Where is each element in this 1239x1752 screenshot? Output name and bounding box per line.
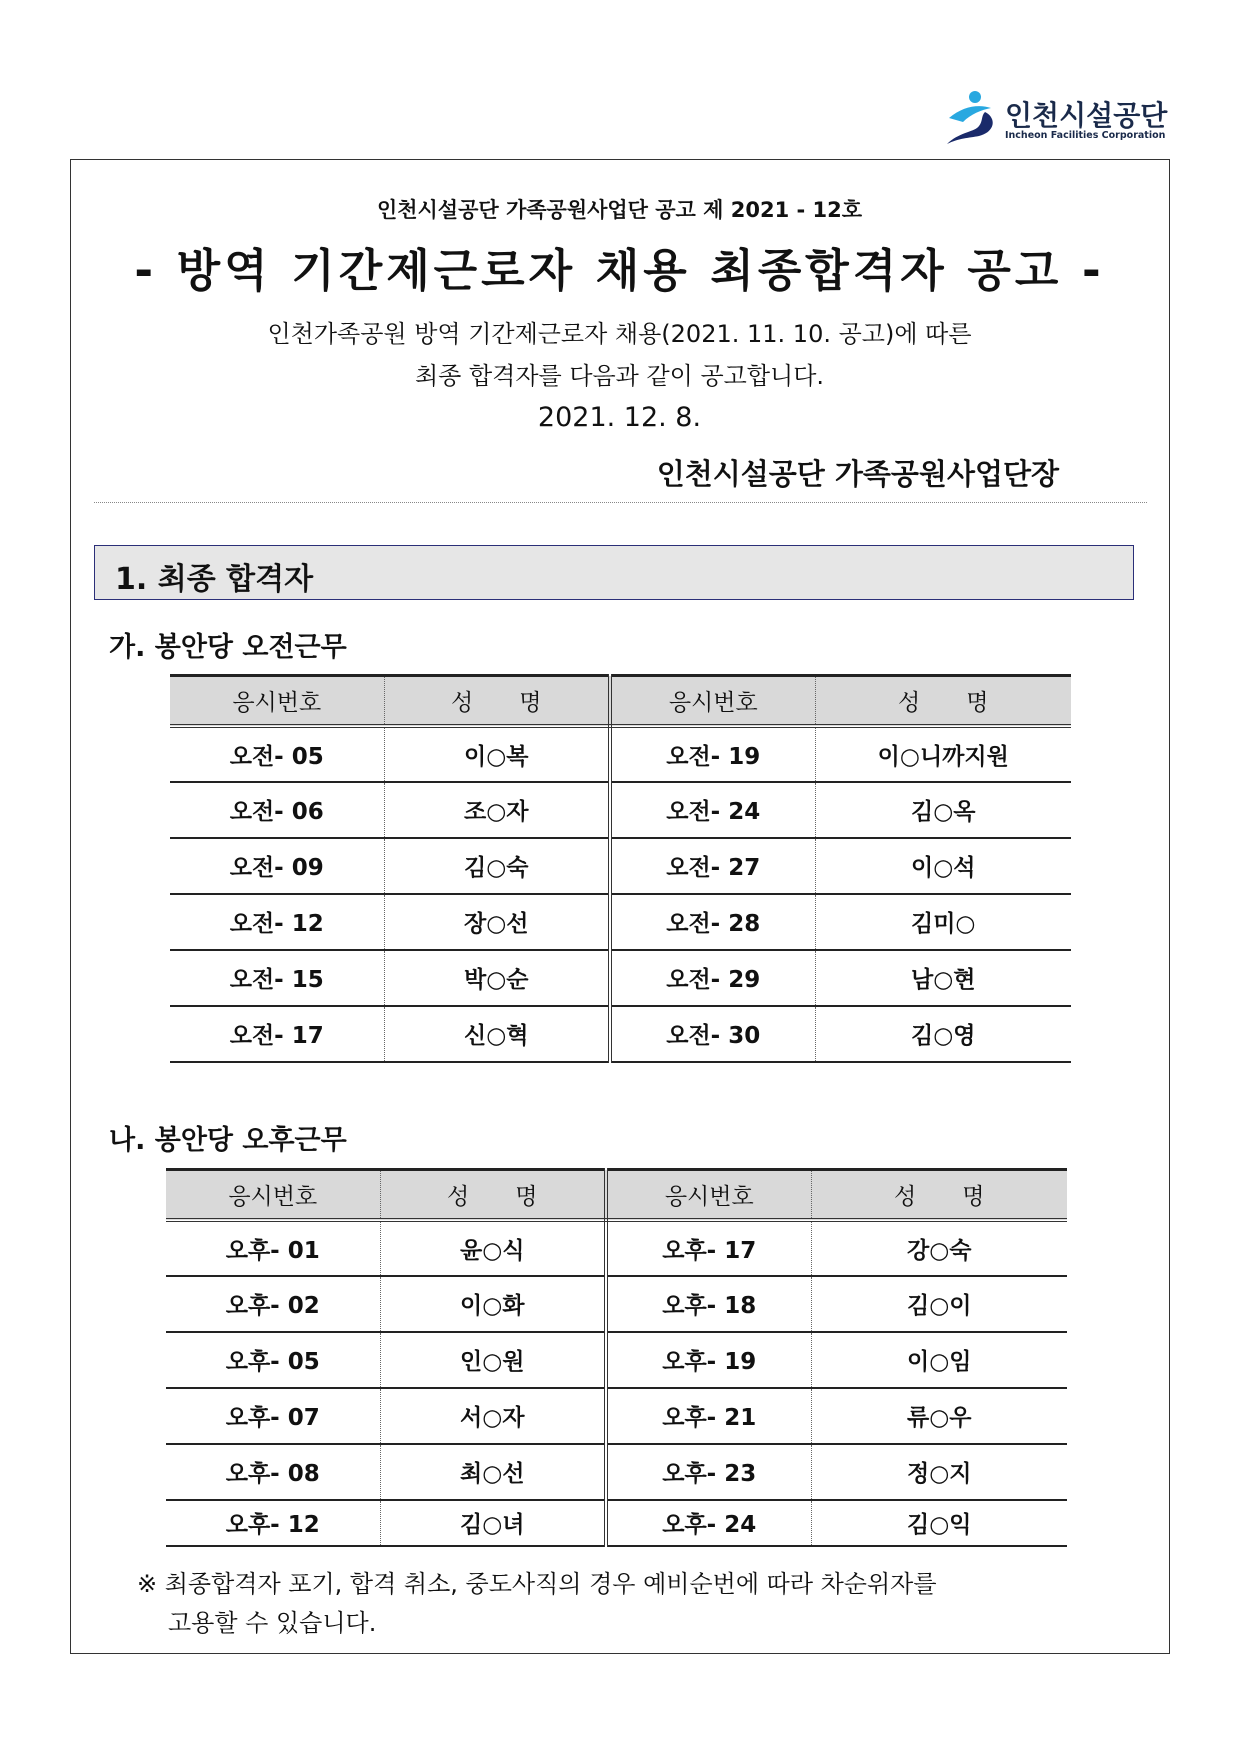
document-title: - 방역 기간제근로자 채용 최종합격자 공고 - bbox=[134, 244, 1105, 297]
applicant-name: 박○순 bbox=[384, 950, 610, 1006]
applicant-name: 이○니까지원 bbox=[815, 726, 1071, 782]
footnote-line-1: ※ 최종합격자 포기, 합격 취소, 중도사직의 경우 예비순번에 따라 차순위자를 bbox=[137, 1570, 937, 1598]
afternoon-results-table bbox=[166, 1168, 1067, 1547]
section-title: 1. 최종 합격자 bbox=[115, 562, 314, 597]
applicant-number: 오전- 15 bbox=[170, 950, 384, 1006]
applicant-name: 인○원 bbox=[380, 1332, 606, 1388]
applicant-name: 류○우 bbox=[811, 1388, 1067, 1444]
applicant-number: 오후- 17 bbox=[606, 1220, 811, 1276]
applicant-number: 오후- 24 bbox=[606, 1500, 811, 1546]
applicant-number: 오후- 08 bbox=[166, 1444, 380, 1500]
applicant-number: 오전- 05 bbox=[170, 726, 384, 782]
issuer-name: 인천시설공단 가족공원사업단장 bbox=[656, 457, 1059, 491]
applicant-name: 서○자 bbox=[380, 1388, 606, 1444]
intro-line-1: 인천가족공원 방역 기간제근로자 채용(2021. 11. 10. 공고)에 따른 bbox=[267, 320, 972, 348]
group-title-afternoon: 나. 봉안당 오후근무 bbox=[109, 1125, 347, 1156]
intro-line-2: 최종 합격자를 다음과 같이 공고합니다. bbox=[414, 362, 825, 390]
applicant-name: 이○화 bbox=[380, 1276, 606, 1332]
table-row bbox=[166, 1220, 1067, 1276]
applicant-name: 김○영 bbox=[815, 1006, 1071, 1062]
footnote-line-2: 고용할 수 있습니다. bbox=[168, 1609, 377, 1637]
applicant-number: 오전- 17 bbox=[170, 1006, 384, 1062]
applicant-name: 김○옥 bbox=[815, 782, 1071, 838]
header-applicant-number: 응시번호 bbox=[170, 676, 384, 726]
applicant-name: 남○현 bbox=[815, 950, 1071, 1006]
logo-name-english: Incheon Facilities Corporation bbox=[1005, 130, 1166, 141]
applicant-number: 오전- 28 bbox=[610, 894, 815, 950]
applicant-name: 윤○식 bbox=[380, 1220, 606, 1276]
applicant-number: 오후- 12 bbox=[166, 1500, 380, 1546]
applicant-name: 조○자 bbox=[384, 782, 610, 838]
applicant-number: 오후- 19 bbox=[606, 1332, 811, 1388]
applicant-number: 오후- 01 bbox=[166, 1220, 380, 1276]
header-name: 성 명 bbox=[815, 676, 1071, 726]
table-row bbox=[170, 894, 1071, 950]
header-name: 성 명 bbox=[384, 676, 610, 726]
applicant-name: 김○이 bbox=[811, 1276, 1067, 1332]
applicant-name: 최○선 bbox=[380, 1444, 606, 1500]
applicant-number: 오후- 05 bbox=[166, 1332, 380, 1388]
header-applicant-number: 응시번호 bbox=[166, 1170, 380, 1220]
corporation-logo bbox=[945, 88, 1168, 150]
table-row bbox=[166, 1332, 1067, 1388]
notice-number: 인천시설공단 가족공원사업단 공고 제 2021 - 12호 bbox=[376, 198, 863, 222]
applicant-number: 오전- 27 bbox=[610, 838, 815, 894]
table-row bbox=[170, 838, 1071, 894]
applicant-name: 김○녀 bbox=[380, 1500, 606, 1546]
morning-results-table bbox=[170, 674, 1071, 1063]
applicant-name: 이○석 bbox=[815, 838, 1071, 894]
table-row bbox=[170, 950, 1071, 1006]
applicant-name: 김○숙 bbox=[384, 838, 610, 894]
applicant-name: 신○혁 bbox=[384, 1006, 610, 1062]
applicant-number: 오후- 21 bbox=[606, 1388, 811, 1444]
table-row bbox=[166, 1276, 1067, 1332]
applicant-name: 장○선 bbox=[384, 894, 610, 950]
header-applicant-number: 응시번호 bbox=[606, 1170, 811, 1220]
applicant-name: 김○익 bbox=[811, 1500, 1067, 1546]
applicant-number: 오후- 07 bbox=[166, 1388, 380, 1444]
applicant-number: 오전- 09 bbox=[170, 838, 384, 894]
dotted-divider bbox=[94, 502, 1147, 503]
header-name: 성 명 bbox=[811, 1170, 1067, 1220]
table-header-row bbox=[170, 676, 1071, 726]
table-row bbox=[170, 1006, 1071, 1062]
applicant-number: 오후- 18 bbox=[606, 1276, 811, 1332]
table-row bbox=[170, 726, 1071, 782]
applicant-name: 정○지 bbox=[811, 1444, 1067, 1500]
applicant-name: 이○복 bbox=[384, 726, 610, 782]
logo-name-korean: 인천시설공단 bbox=[1005, 99, 1168, 132]
header-applicant-number: 응시번호 bbox=[610, 676, 815, 726]
applicant-name: 김미○ bbox=[815, 894, 1071, 950]
table-header-row bbox=[166, 1170, 1067, 1220]
applicant-name: 이○임 bbox=[811, 1332, 1067, 1388]
logo-mark-icon bbox=[945, 88, 1005, 146]
applicant-name: 강○숙 bbox=[811, 1220, 1067, 1276]
applicant-number: 오전- 30 bbox=[610, 1006, 815, 1062]
notice-date: 2021. 12. 8. bbox=[537, 402, 702, 433]
table-row bbox=[166, 1500, 1067, 1546]
applicant-number: 오후- 23 bbox=[606, 1444, 811, 1500]
table-row bbox=[166, 1388, 1067, 1444]
section-heading-box bbox=[94, 545, 1134, 600]
table-row bbox=[170, 782, 1071, 838]
applicant-number: 오전- 24 bbox=[610, 782, 815, 838]
applicant-number: 오전- 12 bbox=[170, 894, 384, 950]
applicant-number: 오전- 06 bbox=[170, 782, 384, 838]
applicant-number: 오전- 19 bbox=[610, 726, 815, 782]
header-name: 성 명 bbox=[380, 1170, 606, 1220]
applicant-number: 오전- 29 bbox=[610, 950, 815, 1006]
applicant-number: 오후- 02 bbox=[166, 1276, 380, 1332]
group-title-morning: 가. 봉안당 오전근무 bbox=[109, 632, 347, 663]
table-row bbox=[166, 1444, 1067, 1500]
